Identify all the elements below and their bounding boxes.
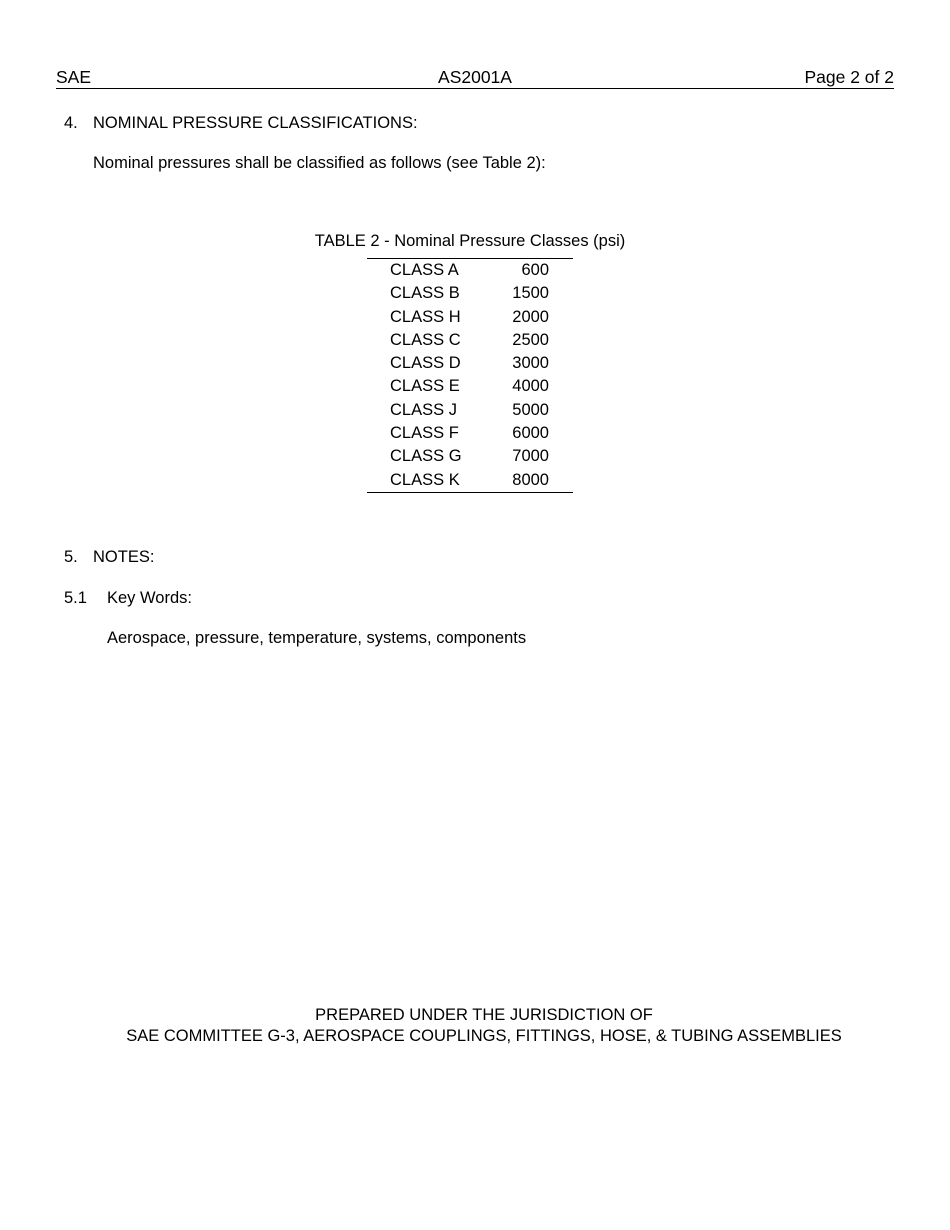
pressure-class-label: CLASS J xyxy=(390,400,457,419)
table-row xyxy=(367,352,573,375)
table-row xyxy=(367,282,573,305)
pressure-class-value: 8000 xyxy=(512,470,549,489)
section-5-title: NOTES: xyxy=(93,548,155,566)
section-5-1-title: Key Words: xyxy=(107,589,192,607)
keywords-text: Aerospace, pressure, temperature, systems, components xyxy=(107,629,527,647)
table-row xyxy=(367,375,573,398)
pressure-class-value: 2500 xyxy=(512,330,549,349)
pressure-class-value: 6000 xyxy=(512,424,549,443)
pressure-class-label: CLASS H xyxy=(390,307,461,326)
table-row xyxy=(367,306,573,329)
section-4-intro: Nominal pressures shall be classified as follows (see Table 2): xyxy=(93,154,546,172)
page-header xyxy=(56,66,894,89)
section-5-heading xyxy=(64,547,155,567)
pressure-class-label: CLASS K xyxy=(390,470,460,489)
header-org: SAE xyxy=(56,67,92,87)
table-row xyxy=(367,422,573,445)
table-row xyxy=(367,445,573,468)
pressure-class-value: 3000 xyxy=(512,354,549,373)
section-4-heading xyxy=(64,113,418,133)
header-page-number: Page 2 of 2 xyxy=(804,67,894,87)
header-document-number: AS2001A xyxy=(438,67,512,87)
table-row xyxy=(367,399,573,422)
pressure-class-table xyxy=(367,258,573,493)
table-row xyxy=(367,259,573,283)
pressure-class-value: 2000 xyxy=(512,307,549,326)
pressure-class-label: CLASS F xyxy=(390,424,459,443)
pressure-class-label: CLASS A xyxy=(390,261,459,279)
pressure-class-value: 1500 xyxy=(512,284,549,303)
section-5-1-number: 5.1 xyxy=(64,589,87,607)
table-caption: TABLE 2 - Nominal Pressure Classes (psi) xyxy=(314,232,626,250)
footer-line-1: PREPARED UNDER THE JURISDICTION OF xyxy=(315,1006,653,1024)
pressure-class-label: CLASS D xyxy=(390,354,461,373)
pressure-class-label: CLASS B xyxy=(390,284,460,303)
pressure-class-label: CLASS G xyxy=(390,447,462,466)
section-4-title: NOMINAL PRESSURE CLASSIFICATIONS: xyxy=(93,114,418,132)
section-4-number: 4. xyxy=(64,114,78,132)
section-5-1-heading xyxy=(64,588,192,608)
pressure-class-value: 5000 xyxy=(512,400,549,419)
pressure-class-label: CLASS E xyxy=(390,377,460,396)
table-row xyxy=(367,469,573,493)
table-row xyxy=(367,329,573,352)
section-5-number: 5. xyxy=(64,548,78,566)
footer-line-2: SAE COMMITTEE G-3, AEROSPACE COUPLINGS, FITTINGS, HOSE, & TUBING ASSEMBLIES xyxy=(126,1027,842,1045)
pressure-class-value: 7000 xyxy=(512,447,549,466)
pressure-class-value: 600 xyxy=(521,261,549,279)
pressure-class-value: 4000 xyxy=(512,377,549,396)
pressure-class-label: CLASS C xyxy=(390,330,461,349)
